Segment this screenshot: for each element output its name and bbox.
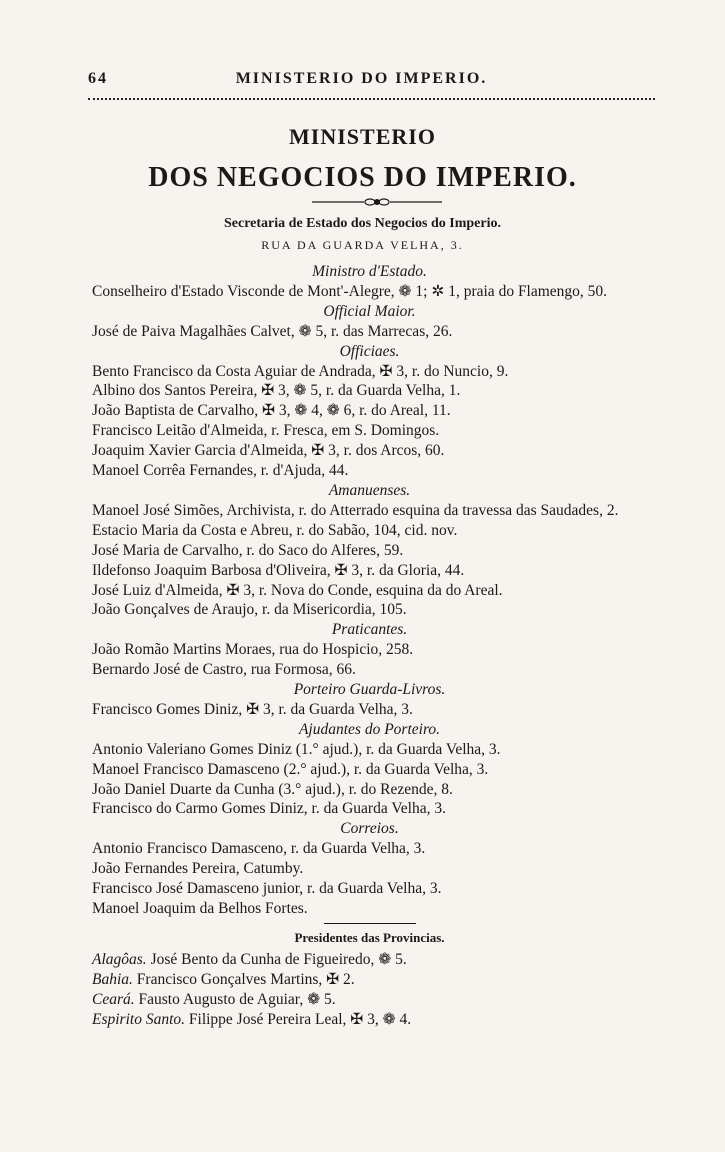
running-title: MINISTERIO DO IMPERIO. (235, 70, 488, 87)
list-item: Conselheiro d'Estado Visconde de Mont'-Alegre, ❁ 1; ✲ 1, praia do Flamengo, 50. (92, 282, 608, 300)
list-item: João Romão Martins Moraes, rua do Hospicio, 258. (92, 641, 414, 659)
section-divider (324, 923, 416, 924)
province-president: Fausto Augusto de Aguiar, ❁ 5. (138, 990, 336, 1008)
list-item: Ildefonso Joaquim Barbosa d'Oliveira, ✠ 3, r. da Gloria, 44. (92, 561, 465, 579)
section-porteiro (92, 680, 647, 720)
list-item: Francisco do Carmo Gomes Diniz, r. da Guarda Velha, 3. (92, 800, 446, 818)
section-title: Correios. (340, 820, 399, 838)
list-item: Manoel Joaquim da Belhos Fortes. (92, 900, 308, 917)
running-header (88, 70, 645, 88)
header-rule (88, 98, 655, 100)
list-item: Estacio Maria da Costa e Abreu, r. do Sabão, 104, cid. nov. (92, 521, 458, 539)
list-item: José de Paiva Magalhães Calvet, ❁ 5, r. das Marrecas, 26. (92, 322, 453, 340)
section-officiaes (92, 342, 647, 481)
title-line-1: MINISTERIO (289, 124, 436, 149)
list-item (92, 950, 647, 970)
list-item: José Luiz d'Almeida, ✠ 3, r. Nova do Conde, esquina da do Areal. (92, 581, 503, 599)
list-item: Antonio Valeriano Gomes Diniz (1.° ajud.), r. da Guarda Velha, 3. (92, 740, 501, 758)
list-item: João Daniel Duarte da Cunha (3.° ajud.), r. do Rezende, 8. (92, 780, 453, 798)
section-ministro (92, 262, 647, 302)
section-title: Ministro d'Estado. (312, 263, 427, 280)
secretaria-heading: Secretaria de Estado dos Negocios do Imperio. (224, 216, 501, 231)
page-number: 64 (88, 70, 108, 87)
body-text (92, 262, 647, 1029)
presidentes-heading: Presidentes das Provincias. (294, 929, 445, 945)
province-name: Bahia. (92, 970, 133, 988)
section-presidentes (92, 928, 647, 1030)
section-title: Official Maior. (323, 302, 416, 320)
list-item (92, 970, 647, 990)
section-official-maior (92, 302, 647, 342)
province-name: Alagôas. (92, 950, 147, 968)
list-item: Manoel Francisco Damasceno (2.° ajud.), r. da Guarda Velha, 3. (92, 760, 489, 778)
list-item (92, 990, 647, 1010)
list-item (92, 1010, 647, 1030)
section-ajudantes (92, 720, 647, 820)
section-title: Ajudantes do Porteiro. (298, 720, 441, 738)
section-title: Praticantes. (331, 621, 408, 639)
list-item: Francisco Gomes Diniz, ✠ 3, r. da Guarda Velha, 3. (92, 700, 413, 718)
list-item: Manoel Corrêa Fernandes, r. d'Ajuda, 44. (92, 462, 349, 480)
list-item: Bernardo José de Castro, rua Formosa, 66. (92, 661, 356, 679)
section-correios (92, 819, 647, 919)
section-title: Porteiro Guarda-Livros. (293, 681, 446, 699)
list-item: Antonio Francisco Damasceno, r. da Guarda Velha, 3. (92, 840, 426, 858)
province-president: Filippe José Pereira Leal, ✠ 3, ❁ 4. (188, 1010, 412, 1028)
list-item: João Fernandes Pereira, Catumby. (92, 860, 304, 878)
province-name: Ceará. (92, 990, 135, 1008)
list-item: Francisco José Damasceno junior, r. da Guarda Velha, 3. (92, 880, 442, 898)
section-amanuenses (92, 481, 647, 620)
list-item: Joaquim Xavier Garcia d'Almeida, ✠ 3, r. dos Arcos, 60. (92, 442, 445, 460)
list-item: Bento Francisco da Costa Aguiar de Andrada, ✠ 3, r. do Nuncio, 9. (92, 362, 509, 380)
secretaria-address: RUA DA GUARDA VELHA, 3. (261, 238, 464, 252)
list-item: João Baptista de Carvalho, ✠ 3, ❁ 4, ❁ 6, r. do Areal, 11. (92, 402, 451, 420)
province-president: Francisco Gonçalves Martins, ✠ 2. (136, 970, 355, 988)
list-item: Francisco Leitão d'Almeida, r. Fresca, em S. Domingos. (92, 422, 440, 440)
ornament-divider (312, 196, 442, 208)
list-item: João Gonçalves de Araujo, r. da Misericordia, 105. (92, 601, 407, 619)
list-item: Manoel José Simões, Archivista, r. do Atterrado esquina da travessa das Saudades, 2. (92, 501, 619, 519)
province-president: José Bento da Cunha de Figueiredo, ❁ 5. (150, 950, 407, 968)
list-item: José Maria de Carvalho, r. do Saco do Alferes, 59. (92, 541, 404, 559)
province-name: Espirito Santo. (92, 1010, 186, 1028)
list-item: Albino dos Santos Pereira, ✠ 3, ❁ 5, r. da Guarda Velha, 1. (92, 382, 461, 400)
section-praticantes (92, 620, 647, 680)
section-title: Amanuenses. (328, 481, 411, 499)
section-title: Officiaes. (339, 342, 400, 360)
title-line-2: DOS NEGOCIOS DO IMPERIO. (148, 162, 577, 193)
